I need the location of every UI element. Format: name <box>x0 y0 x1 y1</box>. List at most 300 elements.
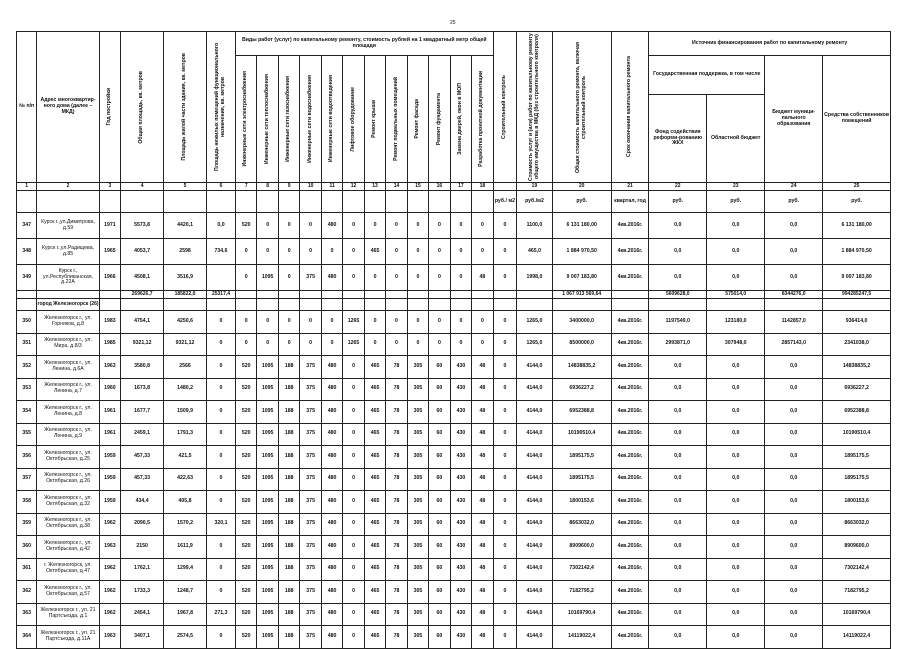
work-cost-cell: 375 <box>300 603 321 626</box>
work-cost-cell: 0 <box>450 265 471 291</box>
year-cell: 1971 <box>99 213 120 239</box>
control-cell: 0 <box>493 356 517 379</box>
work-cost-cell: 188 <box>278 536 299 559</box>
work-cost-cell: 0 <box>257 213 278 239</box>
cost-per-m2-cell: 1998,0 <box>517 265 552 291</box>
nonres-area-cell: 734,6 <box>207 239 236 265</box>
municipal-cell: 0,0 <box>765 558 823 581</box>
row-number-cell: 359 <box>17 513 37 536</box>
column-number-cell: 5 <box>164 183 207 191</box>
nonres-area-cell: 0 <box>207 446 236 469</box>
address-cell: Железногорск г., ул. Октябрьская, д.32 <box>37 491 99 514</box>
fund-cell: 0,0 <box>649 558 707 581</box>
living-area-cell: 1570,2 <box>164 513 207 536</box>
work-cost-cell: 0 <box>343 491 364 514</box>
control-cell: 0 <box>493 558 517 581</box>
owners-cell: 10190510,4 <box>823 423 891 446</box>
work-cost-cell: 375 <box>300 265 321 291</box>
total-cost-cell: 10190510,4 <box>552 423 611 446</box>
work-cost-cell: 0 <box>364 213 385 239</box>
total-cost-cell: 8909600,0 <box>552 536 611 559</box>
owners-cell: 1 884 970,50 <box>823 239 891 265</box>
work-cost-cell: 430 <box>450 356 471 379</box>
col-total-area-header: Общая площадь, кв. метров <box>121 32 164 183</box>
fund-cell: 0,0 <box>649 423 707 446</box>
column-number-cell: 21 <box>611 183 649 191</box>
work-cost-cell: 1095 <box>257 468 278 491</box>
row-number-cell: 362 <box>17 581 37 604</box>
col-construction-control-header: Строительный контроль <box>493 32 517 183</box>
work-cost-cell: 188 <box>278 603 299 626</box>
works-title-header: Виды работ (услуг) по капитальному ремонту, стоимость рублей на 1 квадратный метр общей площади <box>235 32 493 56</box>
table-row <box>17 468 891 491</box>
living-area-cell: 421,5 <box>164 446 207 469</box>
work-cost-cell: 78 <box>386 626 407 649</box>
address-cell: Железногорск г., ул. Октябрьская, д.38 <box>37 513 99 536</box>
subsection-title: город Железногорск (26) <box>37 299 99 311</box>
work-type-header: Инженерные сети теплоснабжения <box>257 56 278 183</box>
year-cell: 1961 <box>99 423 120 446</box>
work-cost-cell: 0 <box>343 626 364 649</box>
work-cost-cell: 375 <box>300 356 321 379</box>
regional-cell: 0,0 <box>707 401 765 424</box>
municipal-budget-header: Бюджет муници-пального образования <box>765 56 823 183</box>
work-cost-cell: 305 <box>407 401 428 424</box>
summary-fund: 5609628,0 <box>649 291 707 299</box>
unit-cell: руб. <box>765 191 823 213</box>
municipal-cell: 0,0 <box>765 626 823 649</box>
fund-cell: 0,0 <box>649 265 707 291</box>
municipal-cell: 0,0 <box>765 603 823 626</box>
work-type-header: Разработка проектной документации <box>472 56 494 183</box>
table-row <box>17 239 891 265</box>
column-number-cell: 3 <box>99 183 120 191</box>
work-cost-cell: 0 <box>343 423 364 446</box>
column-number-cell: 2 <box>37 183 99 191</box>
work-cost-cell: 305 <box>407 513 428 536</box>
work-cost-cell: 480 <box>321 626 342 649</box>
table-row <box>17 558 891 581</box>
work-cost-cell: 60 <box>429 378 450 401</box>
row-number-cell: 353 <box>17 378 37 401</box>
work-cost-cell: 0 <box>235 239 256 265</box>
regional-cell: 0,0 <box>707 581 765 604</box>
living-area-cell: 1509,9 <box>164 401 207 424</box>
municipal-cell: 2857143,0 <box>765 333 823 356</box>
municipal-cell: 0,0 <box>765 401 823 424</box>
total-area-cell: 3407,1 <box>121 626 164 649</box>
work-cost-cell: 430 <box>450 603 471 626</box>
work-cost-cell: 0 <box>300 333 321 356</box>
cost-per-m2-cell: 4144,0 <box>517 468 552 491</box>
deadline-cell: 4кв.2016г. <box>611 265 649 291</box>
municipal-cell: 0,0 <box>765 356 823 379</box>
table-header <box>17 32 891 213</box>
total-area-cell: 1733,3 <box>121 581 164 604</box>
column-number-cell: 17 <box>450 183 471 191</box>
year-cell: 1965 <box>99 239 120 265</box>
work-cost-cell: 0 <box>321 311 342 334</box>
work-type-header: Инженерные сети водоснабжения <box>300 56 321 183</box>
total-cost-cell: 6936227,2 <box>552 378 611 401</box>
work-cost-cell: 78 <box>386 558 407 581</box>
deadline-cell: 4кв.2016г. <box>611 536 649 559</box>
work-cost-cell: 480 <box>321 446 342 469</box>
deadline-cell: 4кв.2016г. <box>611 603 649 626</box>
work-cost-cell: 48 <box>472 626 494 649</box>
cost-per-m2-cell: 1265,0 <box>517 311 552 334</box>
work-cost-cell: 0 <box>343 378 364 401</box>
work-cost-cell: 1095 <box>257 356 278 379</box>
fund-cell: 0,0 <box>649 356 707 379</box>
work-cost-cell: 48 <box>472 356 494 379</box>
cost-per-m2-cell: 1100,0 <box>517 213 552 239</box>
total-area-cell: 2090,5 <box>121 513 164 536</box>
row-number-cell: 364 <box>17 626 37 649</box>
fund-cell: 0,0 <box>649 446 707 469</box>
control-cell: 0 <box>493 401 517 424</box>
row-number-cell: 361 <box>17 558 37 581</box>
work-cost-cell: 520 <box>235 213 256 239</box>
work-cost-cell: 0 <box>343 446 364 469</box>
municipal-cell: 0,0 <box>765 536 823 559</box>
work-cost-cell: 375 <box>300 401 321 424</box>
control-cell: 0 <box>493 626 517 649</box>
work-cost-cell: 0 <box>407 265 428 291</box>
work-cost-cell: 520 <box>235 626 256 649</box>
total-area-cell: 2459,1 <box>121 423 164 446</box>
work-cost-cell: 0 <box>300 239 321 265</box>
address-cell: Железногорск г., ул. Октябрьская, д.26 <box>37 468 99 491</box>
control-cell: 0 <box>493 378 517 401</box>
total-cost-cell: 10169790,4 <box>552 603 611 626</box>
nonres-area-cell: 0 <box>207 401 236 424</box>
summary-row <box>17 291 891 299</box>
row-number-cell: 349 <box>17 265 37 291</box>
cost-per-m2-cell: 1265,0 <box>517 333 552 356</box>
municipal-cell: 0,0 <box>765 239 823 265</box>
column-number-cell: 22 <box>649 183 707 191</box>
work-cost-cell: 520 <box>235 446 256 469</box>
work-cost-cell: 0 <box>343 401 364 424</box>
owners-cell: 6952388,8 <box>823 401 891 424</box>
control-cell: 0 <box>493 423 517 446</box>
work-cost-cell: 480 <box>321 378 342 401</box>
work-cost-cell: 480 <box>321 401 342 424</box>
work-cost-cell: 188 <box>278 581 299 604</box>
unit-cell: руб. <box>707 191 765 213</box>
work-cost-cell: 48 <box>472 468 494 491</box>
work-cost-cell: 520 <box>235 356 256 379</box>
regional-cell: 0,0 <box>707 468 765 491</box>
column-number-cell: 23 <box>707 183 765 191</box>
column-number-cell <box>493 183 517 191</box>
column-number-cell: 25 <box>823 183 891 191</box>
table-row <box>17 378 891 401</box>
living-area-cell: 422,63 <box>164 468 207 491</box>
work-cost-cell: 0 <box>278 333 299 356</box>
address-cell: Железногорск г., ул. Октябрьская, д.57 <box>37 581 99 604</box>
address-cell: Железногорск г., ул. 21 Партсъезда, д.1 <box>37 603 99 626</box>
fund-cell: 0,0 <box>649 468 707 491</box>
row-number-cell: 357 <box>17 468 37 491</box>
work-cost-cell: 1095 <box>257 626 278 649</box>
row-number-cell: 354 <box>17 401 37 424</box>
nonres-area-cell: 0 <box>207 558 236 581</box>
work-cost-cell: 465 <box>364 356 385 379</box>
owners-cell: 9 007 183,80 <box>823 265 891 291</box>
control-cell: 0 <box>493 536 517 559</box>
work-cost-cell: 0 <box>429 265 450 291</box>
page-number: 25 <box>450 20 456 26</box>
work-cost-cell: 60 <box>429 356 450 379</box>
column-number-cell: 24 <box>765 183 823 191</box>
fund-cell: 0,0 <box>649 626 707 649</box>
work-cost-cell: 375 <box>300 378 321 401</box>
work-cost-cell: 465 <box>364 513 385 536</box>
table-row <box>17 423 891 446</box>
living-area-cell: 1967,8 <box>164 603 207 626</box>
fund-cell: 0,0 <box>649 239 707 265</box>
regional-cell: 0,0 <box>707 446 765 469</box>
work-cost-cell: 60 <box>429 513 450 536</box>
control-cell: 0 <box>493 311 517 334</box>
total-area-cell: 2150 <box>121 536 164 559</box>
year-cell: 1963 <box>99 536 120 559</box>
work-cost-cell: 188 <box>278 401 299 424</box>
address-cell: Железногорск г., ул. Октябрьская, д.42 <box>37 536 99 559</box>
nonres-area-cell: 0 <box>207 333 236 356</box>
work-cost-cell: 1095 <box>257 513 278 536</box>
owners-cell: 1800153,6 <box>823 491 891 514</box>
municipal-cell: 0,0 <box>765 468 823 491</box>
total-cost-cell: 6952388,8 <box>552 401 611 424</box>
total-area-cell: 4053,7 <box>121 239 164 265</box>
control-cell: 0 <box>493 491 517 514</box>
work-cost-cell: 78 <box>386 581 407 604</box>
table-body-top <box>17 213 891 291</box>
year-cell: 1959 <box>99 468 120 491</box>
year-cell: 1962 <box>99 558 120 581</box>
table-row <box>17 446 891 469</box>
work-cost-cell: 0 <box>343 581 364 604</box>
work-cost-cell: 0 <box>257 311 278 334</box>
work-cost-cell: 60 <box>429 626 450 649</box>
address-cell: Железногорск г., ул. Октябрьская, д.25 <box>37 446 99 469</box>
work-cost-cell: 375 <box>300 513 321 536</box>
work-cost-cell: 0 <box>450 239 471 265</box>
deadline-cell: 4кв.2016г. <box>611 626 649 649</box>
work-cost-cell: 1095 <box>257 401 278 424</box>
work-cost-cell: 1095 <box>257 378 278 401</box>
total-area-cell: 3580,8 <box>121 356 164 379</box>
fund-cell: 2993871,0 <box>649 333 707 356</box>
year-cell: 1983 <box>99 311 120 334</box>
work-cost-cell: 0 <box>472 311 494 334</box>
work-cost-cell: 78 <box>386 468 407 491</box>
cost-per-m2-cell: 4144,0 <box>517 603 552 626</box>
year-cell: 1962 <box>99 581 120 604</box>
work-cost-cell: 305 <box>407 536 428 559</box>
work-cost-cell: 188 <box>278 446 299 469</box>
year-cell: 1961 <box>99 401 120 424</box>
work-cost-cell: 0 <box>321 239 342 265</box>
total-area-cell: 457,33 <box>121 468 164 491</box>
nonres-area-cell: 0 <box>207 491 236 514</box>
regional-cell: 0,0 <box>707 239 765 265</box>
summary-total-area: 269626,7 <box>121 291 164 299</box>
work-cost-cell: 0 <box>364 265 385 291</box>
work-cost-cell: 188 <box>278 491 299 514</box>
row-number-cell: 358 <box>17 491 37 514</box>
row-number-cell: 347 <box>17 213 37 239</box>
address-cell: г. Железногорск, ул. Октябрьская, д.47 <box>37 558 99 581</box>
work-cost-cell: 0 <box>386 265 407 291</box>
control-cell: 0 <box>493 603 517 626</box>
work-cost-cell: 48 <box>472 265 494 291</box>
address-cell: Железногорск г., ул. Мира, д.8/3 <box>37 333 99 356</box>
owners-cell: 1895175,5 <box>823 468 891 491</box>
regional-cell: 0,0 <box>707 491 765 514</box>
work-cost-cell: 188 <box>278 423 299 446</box>
address-cell: Курск г.,ул.Димитрова, д.59 <box>37 213 99 239</box>
work-cost-cell: 0 <box>429 239 450 265</box>
address-cell: Курск г.,ул.Радищева, д.85 <box>37 239 99 265</box>
work-cost-cell: 0 <box>450 333 471 356</box>
work-cost-cell: 0 <box>343 265 364 291</box>
cost-per-m2-cell: 465,0 <box>517 239 552 265</box>
work-cost-cell: 0 <box>343 558 364 581</box>
column-number-cell: 20 <box>552 183 611 191</box>
deadline-cell: 4кв.2016г. <box>611 558 649 581</box>
work-cost-cell: 0 <box>343 356 364 379</box>
work-cost-cell: 480 <box>321 265 342 291</box>
total-cost-cell: 7182795,2 <box>552 581 611 604</box>
work-cost-cell: 430 <box>450 491 471 514</box>
work-cost-cell: 480 <box>321 558 342 581</box>
work-cost-cell: 0 <box>343 468 364 491</box>
total-cost-cell: 7302142,4 <box>552 558 611 581</box>
col-deadline-header: Срок окончания капитального ремонта <box>611 32 649 183</box>
fund-header: Фонд содействия реформи-рованию ЖКХ <box>649 95 707 183</box>
column-number-cell: 8 <box>257 183 278 191</box>
total-cost-cell: 1 884 970,50 <box>552 239 611 265</box>
col-living-area-header: Площадь жилой части здания, кв. метров <box>164 32 207 183</box>
total-cost-cell: 1895175,5 <box>552 468 611 491</box>
control-cell: 0 <box>493 468 517 491</box>
column-number-cell: 11 <box>321 183 342 191</box>
nonres-area-cell: 0 <box>207 536 236 559</box>
work-cost-cell: 78 <box>386 513 407 536</box>
cost-per-m2-cell: 4144,0 <box>517 558 552 581</box>
work-cost-cell: 0 <box>386 311 407 334</box>
living-area-cell: 4250,6 <box>164 311 207 334</box>
work-cost-cell: 78 <box>386 603 407 626</box>
row-number-cell: 363 <box>17 603 37 626</box>
work-cost-cell: 520 <box>235 558 256 581</box>
work-cost-cell: 480 <box>321 581 342 604</box>
work-cost-cell: 0 <box>321 333 342 356</box>
row-number-cell: 355 <box>17 423 37 446</box>
deadline-cell: 4кв.2016г. <box>611 491 649 514</box>
table-row <box>17 513 891 536</box>
deadline-cell: 4кв.2016г. <box>611 581 649 604</box>
control-cell: 0 <box>493 239 517 265</box>
work-cost-cell: 520 <box>235 468 256 491</box>
work-cost-cell: 430 <box>450 626 471 649</box>
regional-cell: 0,0 <box>707 378 765 401</box>
work-cost-cell: 0 <box>429 333 450 356</box>
total-cost-cell: 9 007 183,80 <box>552 265 611 291</box>
work-cost-cell: 465 <box>364 536 385 559</box>
col-cost-per-m2-header: Стоимость услуг и (или) работ по капитальному ремонту общего имущества в МКД (без строительного контроля) <box>517 32 552 183</box>
work-type-header: Ремонт фасада <box>407 56 428 183</box>
control-cell: 0 <box>493 581 517 604</box>
total-area-cell: 5573,8 <box>121 213 164 239</box>
work-cost-cell: 0 <box>429 213 450 239</box>
work-cost-cell: 465 <box>364 558 385 581</box>
work-type-header: Ремонт крыши <box>364 56 385 183</box>
work-cost-cell: 520 <box>235 581 256 604</box>
total-area-cell: 434,4 <box>121 491 164 514</box>
work-cost-cell: 188 <box>278 626 299 649</box>
work-cost-cell: 375 <box>300 558 321 581</box>
living-area-cell: 1611,9 <box>164 536 207 559</box>
work-cost-cell: 78 <box>386 423 407 446</box>
living-area-cell: 1791,3 <box>164 423 207 446</box>
subsection-row <box>17 299 891 311</box>
regional-cell: 0,0 <box>707 536 765 559</box>
work-cost-cell: 60 <box>429 603 450 626</box>
column-number-row <box>17 183 891 191</box>
work-type-header: Инженерные сети водоотведения <box>321 56 342 183</box>
table-row <box>17 333 891 356</box>
total-cost-cell: 3400000,0 <box>552 311 611 334</box>
work-cost-cell: 188 <box>278 513 299 536</box>
total-area-cell: 2454,1 <box>121 603 164 626</box>
municipal-cell: 0,0 <box>765 513 823 536</box>
work-cost-cell: 60 <box>429 491 450 514</box>
work-cost-cell: 60 <box>429 581 450 604</box>
column-number-cell: 15 <box>407 183 428 191</box>
total-cost-cell: 1800153,6 <box>552 491 611 514</box>
address-cell: Железногорск г., ул. Горняков, д.8 <box>37 311 99 334</box>
regional-cell: 0,0 <box>707 513 765 536</box>
regional-cell: 0,0 <box>707 423 765 446</box>
summary-nonres-area: 25317,4 <box>207 291 236 299</box>
cost-per-m2-cell: 4144,0 <box>517 513 552 536</box>
address-cell: Железногорск г., ул. Ленина, д.8 <box>37 401 99 424</box>
living-area-cell: 1299,4 <box>164 558 207 581</box>
work-cost-cell: 48 <box>472 446 494 469</box>
total-area-cell: 1677,7 <box>121 401 164 424</box>
work-cost-cell: 0 <box>407 333 428 356</box>
fund-cell: 0,0 <box>649 513 707 536</box>
capital-repair-table <box>16 31 891 649</box>
year-cell: 1959 <box>99 491 120 514</box>
regional-cell: 0,0 <box>707 356 765 379</box>
work-cost-cell: 0 <box>429 311 450 334</box>
living-area-cell: 3516,9 <box>164 265 207 291</box>
work-cost-cell: 305 <box>407 446 428 469</box>
work-cost-cell: 465 <box>364 239 385 265</box>
living-area-cell: 2598 <box>164 239 207 265</box>
table-row <box>17 491 891 514</box>
work-cost-cell: 0 <box>364 333 385 356</box>
work-cost-cell: 1095 <box>257 446 278 469</box>
total-area-cell: 1673,8 <box>121 378 164 401</box>
cost-per-m2-cell: 4144,0 <box>517 491 552 514</box>
